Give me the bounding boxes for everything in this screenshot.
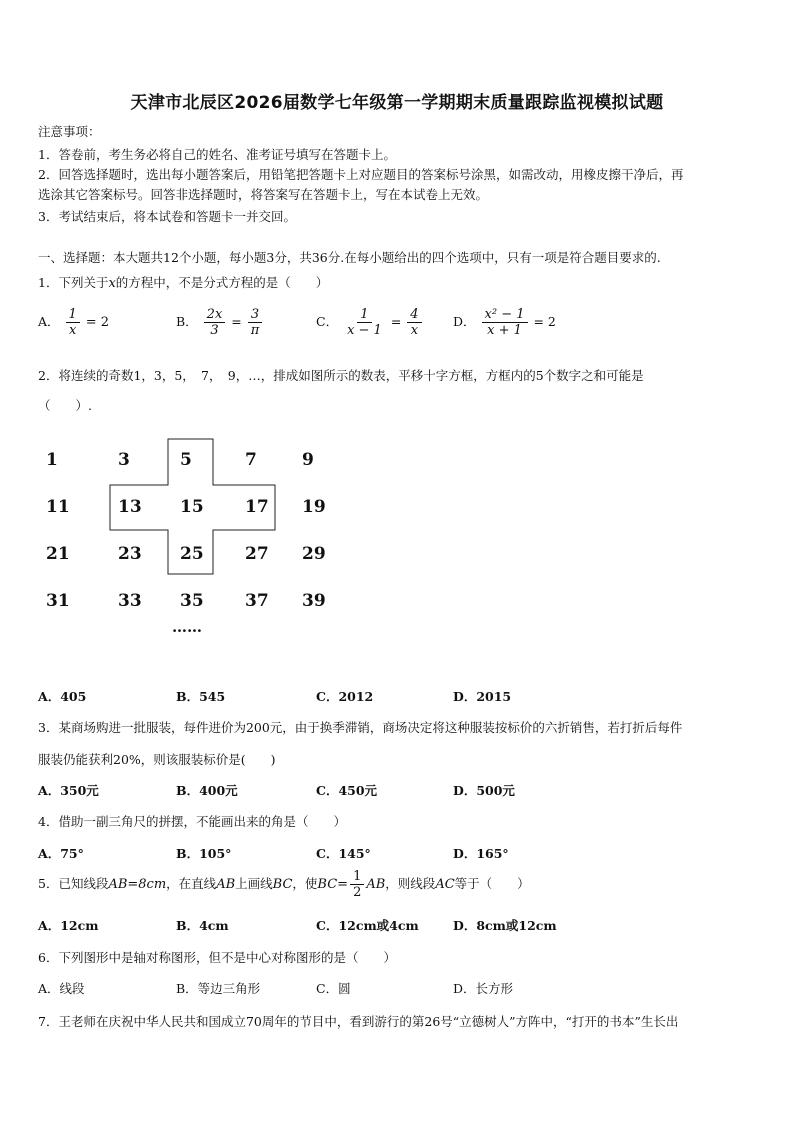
question-7-stem: 7．王老师在庆祝中华人民共和国成立70周年的节目中，看到游行的第26号“立德树人”方阵中，“打开的书本”生长出: [38, 1014, 679, 1029]
question-1-stem: 1．下列关于x的方程中，不是分式方程的是（ ）: [38, 275, 329, 291]
q5-option-c: C．12cm或4cm: [316, 918, 419, 933]
table-cell: 15: [180, 497, 204, 517]
table-cell: 9: [302, 450, 314, 470]
q6-option-c: C．圆: [316, 981, 351, 996]
table-cell: 5: [180, 450, 192, 470]
q5-option-d: D．8cm或12cm: [453, 918, 557, 933]
table-cell: 21: [46, 544, 70, 564]
notice-item-2: 2．回答选择题时，选出每小题答案后，用铅笔把答题卡上对应题目的答案标号涂黑，如需改动，用橡皮擦干净后，再: [38, 167, 684, 182]
table-cell: 35: [180, 591, 204, 611]
table-cell: 33: [118, 591, 142, 611]
q3-option-a: A．350元: [38, 783, 99, 798]
question-2-stem-cont: （ ）.: [38, 398, 92, 413]
q4-option-d: D．165°: [453, 846, 509, 861]
q3-option-b: B．400元: [176, 783, 238, 798]
table-cell: 23: [118, 544, 142, 564]
question-6-stem: 6．下列图形中是轴对称图形，但不是中心对称图形的是（ ）: [38, 950, 396, 965]
question-5-stem: 5．已知线段AB=8cm，在直线AB上画线BC，使BC= $\frac{1}{2}$ AB，则线段AC等于（ ）: [38, 869, 530, 900]
q5-option-a: A．12cm: [38, 918, 99, 933]
table-cell: 25: [180, 544, 204, 564]
table-cell: 7: [245, 450, 257, 470]
table-cell: 31: [46, 591, 70, 611]
q5-option-b: B．4cm: [176, 918, 229, 933]
q1-option-a: A． $\frac{1}{x}$ = 2: [38, 307, 110, 338]
q6-option-d: D．长方形: [453, 981, 514, 996]
table-cell: 19: [302, 497, 326, 517]
q2-option-a: A．405: [38, 689, 87, 704]
notice-item-2-cont: 选涂其它答案标号。回答非选择题时，将答案写在答题卡上，写在本试卷上无效。: [38, 187, 489, 202]
q2-option-c: C．2012: [316, 689, 374, 704]
q1-option-b: B． $\frac{2x}{3}$ = $\frac{3}{\pi}$: [176, 307, 264, 338]
q6-option-b: B．等边三角形: [176, 981, 261, 996]
table-cell: 1: [46, 450, 58, 470]
q6-option-a: A．线段: [38, 981, 85, 996]
table-cell: 27: [245, 544, 269, 564]
q4-option-b: B．105°: [176, 846, 232, 861]
q2-option-b: B．545: [176, 689, 226, 704]
question-2-stem: 2．将连续的奇数1，3，5， 7， 9，…，排成如图所示的数表，平移十字方框，方框内的5个数字之和可能是: [38, 368, 644, 383]
notice-item-3: 3．考试结束后，将本试卷和答题卡一并交回。: [38, 209, 296, 224]
question-3-stem: 3．某商场购进一批服装，每件进价为200元，由于换季滞销，商场决定将这种服装按标价的六折销售，若打折后每件: [38, 720, 683, 735]
table-cell: 39: [302, 591, 326, 611]
q4-option-c: C．145°: [316, 846, 371, 861]
table-cell: 17: [245, 497, 269, 517]
table-cell: 29: [302, 544, 326, 564]
table-cell: 3: [118, 450, 130, 470]
table-cell: 11: [46, 497, 70, 517]
q1-option-d: D． $\frac{\text{x² − 1}}{x + 1}$ = 2: [453, 307, 556, 338]
q2-option-d: D．2015: [453, 689, 512, 704]
table-cell: 13: [118, 497, 142, 517]
page-title: 天津市北辰区2026届数学七年级第一学期期末质量跟踪监视模拟试题: [130, 93, 664, 113]
notice-heading: 注意事项：: [38, 124, 101, 139]
table-cell: 37: [245, 591, 269, 611]
notice-item-1: 1．答卷前，考生务必将自己的姓名、准考证号填写在答题卡上。: [38, 147, 396, 162]
question-3-stem-cont: 服装仍能获利20%，则该服装标价是( ): [38, 752, 276, 767]
section-heading: 一、选择题：本大题共12个小题，每小题3分，共36分.在每小题给出的四个选项中，只有一项是符合题目要求的.: [38, 250, 661, 265]
q1-option-c: C． $\frac{1}{x - 1}$ = $\frac{4}{x}$: [316, 307, 424, 338]
q3-option-c: C．450元: [316, 783, 378, 798]
q3-option-d: D．500元: [453, 783, 515, 798]
q4-option-a: A．75°: [38, 846, 84, 861]
table-ellipsis: ……: [172, 618, 202, 636]
question-4-stem: 4．借助一副三角尺的拼摆，不能画出来的角是（ ）: [38, 814, 346, 829]
